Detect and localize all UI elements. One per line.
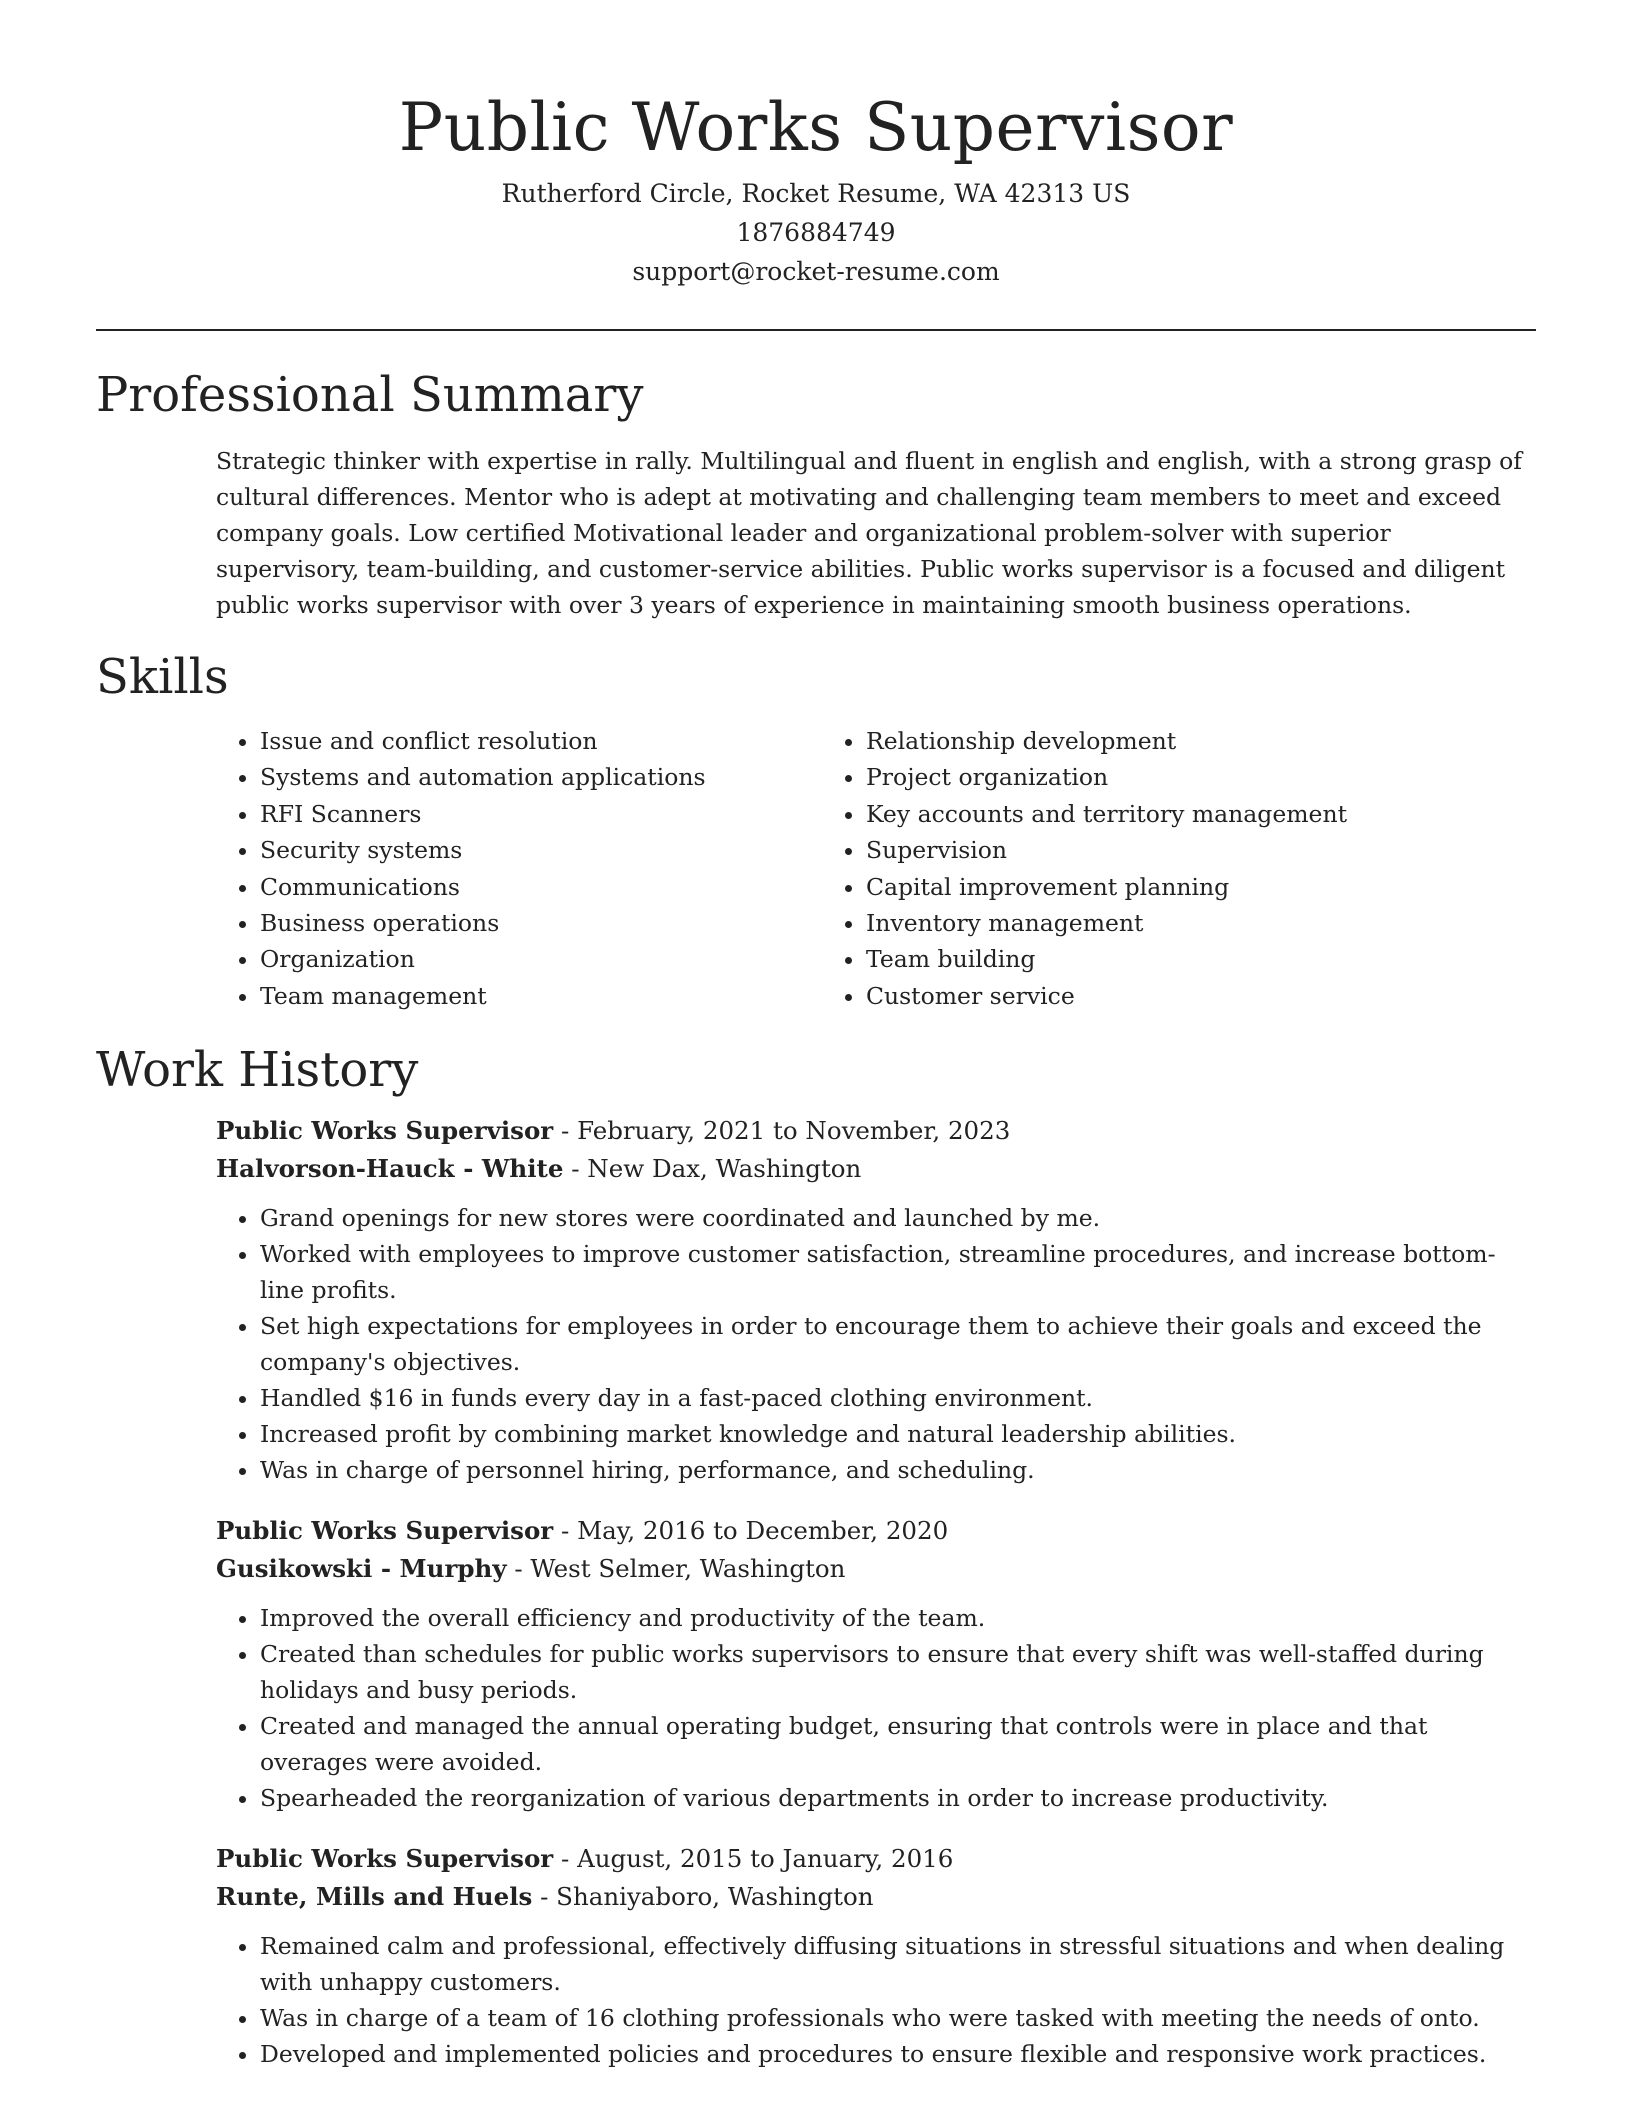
candidate-name: Public Works Supervisor bbox=[398, 89, 1234, 166]
job-bullet: • Created and managed the annual operating budget, ensuring that controls were in place and that overages were avoided. bbox=[260, 1708, 1536, 1780]
job-company-line bbox=[216, 1150, 1536, 1188]
skill-item: • Key accounts and territory management bbox=[866, 796, 1428, 832]
section-title-summary: Professional Summary bbox=[96, 367, 644, 423]
section-title-work-history: Work History bbox=[96, 1042, 419, 1099]
skill-item: • Issue and conflict resolution bbox=[260, 723, 822, 759]
job-company: Gusikowski - Murphy bbox=[216, 1554, 507, 1584]
job-bullet: • Created than schedules for public works supervisors to ensure that every shift was well-staffed during holidays and busy periods. bbox=[260, 1636, 1536, 1708]
job-entry bbox=[216, 1512, 1536, 1816]
skill-item: • Security systems bbox=[260, 832, 822, 868]
job-bullet: • Developed and implemented policies and procedures to ensure flexible and responsive work practices. bbox=[260, 2036, 1536, 2072]
job-bullet: • Grand openings for new stores were coordinated and launched by me. bbox=[260, 1200, 1536, 1236]
job-role: Public Works Supervisor bbox=[216, 1516, 554, 1546]
skill-item: • Relationship development bbox=[866, 723, 1428, 759]
job-role: Public Works Supervisor bbox=[216, 1116, 554, 1146]
skill-item: • Customer service bbox=[866, 978, 1428, 1014]
header-divider bbox=[96, 329, 1536, 331]
skill-item: • Supervision bbox=[866, 832, 1428, 868]
resume-page bbox=[96, 0, 1536, 2072]
job-company: Runte, Mills and Huels bbox=[216, 1882, 533, 1912]
contact-block bbox=[96, 174, 1536, 291]
job-dates: - August, 2015 to January, 2016 bbox=[553, 1844, 954, 1874]
resume-header bbox=[96, 0, 1536, 291]
job-entry bbox=[216, 1840, 1536, 2072]
skill-item: • Business operations bbox=[260, 905, 822, 941]
job-bullets bbox=[216, 1200, 1536, 1488]
job-entry bbox=[216, 1112, 1536, 1488]
job-location: - Shaniyaboro, Washington bbox=[532, 1882, 874, 1912]
skill-item: • Communications bbox=[260, 869, 822, 905]
contact-address: Rutherford Circle, Rocket Resume, WA 42313 US bbox=[501, 179, 1131, 208]
job-bullet: • Remained calm and professional, effectively diffusing situations in stressful situations and when dealing with unhappy customers. bbox=[260, 1928, 1536, 2000]
contact-email: support@rocket-resume.com bbox=[632, 257, 1000, 286]
job-bullets bbox=[216, 1600, 1536, 1816]
job-company-line bbox=[216, 1878, 1536, 1916]
job-location: - West Selmer, Washington bbox=[506, 1554, 846, 1584]
job-bullets bbox=[216, 1928, 1536, 2072]
job-bullet: • Spearheaded the reorganization of various departments in order to increase productivity. bbox=[260, 1780, 1536, 1816]
skill-item: • Inventory management bbox=[866, 905, 1428, 941]
job-location: - New Dax, Washington bbox=[563, 1154, 862, 1184]
job-dates: - May, 2016 to December, 2020 bbox=[553, 1516, 949, 1546]
section-skills bbox=[96, 647, 1536, 1014]
skill-item: • Team building bbox=[866, 941, 1428, 977]
job-title-line bbox=[216, 1840, 1536, 1878]
skill-item: • RFI Scanners bbox=[260, 796, 822, 832]
job-bullet: • Worked with employees to improve customer satisfaction, streamline procedures, and increase bottom-line profits. bbox=[260, 1236, 1536, 1308]
job-bullet: • Handled $16 in funds every day in a fast-paced clothing environment. bbox=[260, 1380, 1536, 1416]
job-bullet: • Set high expectations for employees in order to encourage them to achieve their goals and exceed the company's objectives. bbox=[260, 1308, 1536, 1380]
job-bullet: • Was in charge of personnel hiring, performance, and scheduling. bbox=[260, 1452, 1536, 1488]
job-bullet: • Increased profit by combining market knowledge and natural leadership abilities. bbox=[260, 1416, 1536, 1452]
skills-list-left bbox=[216, 723, 822, 1014]
skills-list-right bbox=[822, 723, 1428, 1014]
job-company-line bbox=[216, 1550, 1536, 1588]
skill-item: • Team management bbox=[260, 978, 822, 1014]
skill-item: • Capital improvement planning bbox=[866, 869, 1428, 905]
skill-item: • Project organization bbox=[866, 759, 1428, 795]
skills-columns bbox=[216, 723, 1536, 1014]
job-title-line bbox=[216, 1512, 1536, 1550]
job-role: Public Works Supervisor bbox=[216, 1844, 554, 1874]
job-dates: - February, 2021 to November, 2023 bbox=[553, 1116, 1011, 1146]
job-bullet: • Was in charge of a team of 16 clothing professionals who were tasked with meeting the needs of onto. bbox=[260, 2000, 1536, 2036]
job-company: Halvorson-Hauck - White bbox=[216, 1154, 564, 1184]
skill-item: • Systems and automation applications bbox=[260, 759, 822, 795]
section-professional-summary bbox=[96, 365, 1536, 623]
section-title-skills: Skills bbox=[96, 649, 229, 705]
skill-item: • Organization bbox=[260, 941, 822, 977]
job-bullet: • Improved the overall efficiency and productivity of the team. bbox=[260, 1600, 1536, 1636]
summary-text: Strategic thinker with expertise in rally. Multilingual and fluent in english and english, with a strong grasp of cultural differences. Mentor who is adept at motivating and challenging team members to meet and exceed company goals. Low certified Motivational leader and organizational problem-solver with superior supervisory, team-building, and customer-service abilities. Public works supervisor is a focused and diligent public works supervisor with over 3 years of experience in maintaining smooth business operations. bbox=[216, 447, 1522, 619]
contact-phone: 1876884749 bbox=[736, 218, 896, 247]
section-work-history bbox=[96, 1040, 1536, 2072]
job-title-line bbox=[216, 1112, 1536, 1150]
